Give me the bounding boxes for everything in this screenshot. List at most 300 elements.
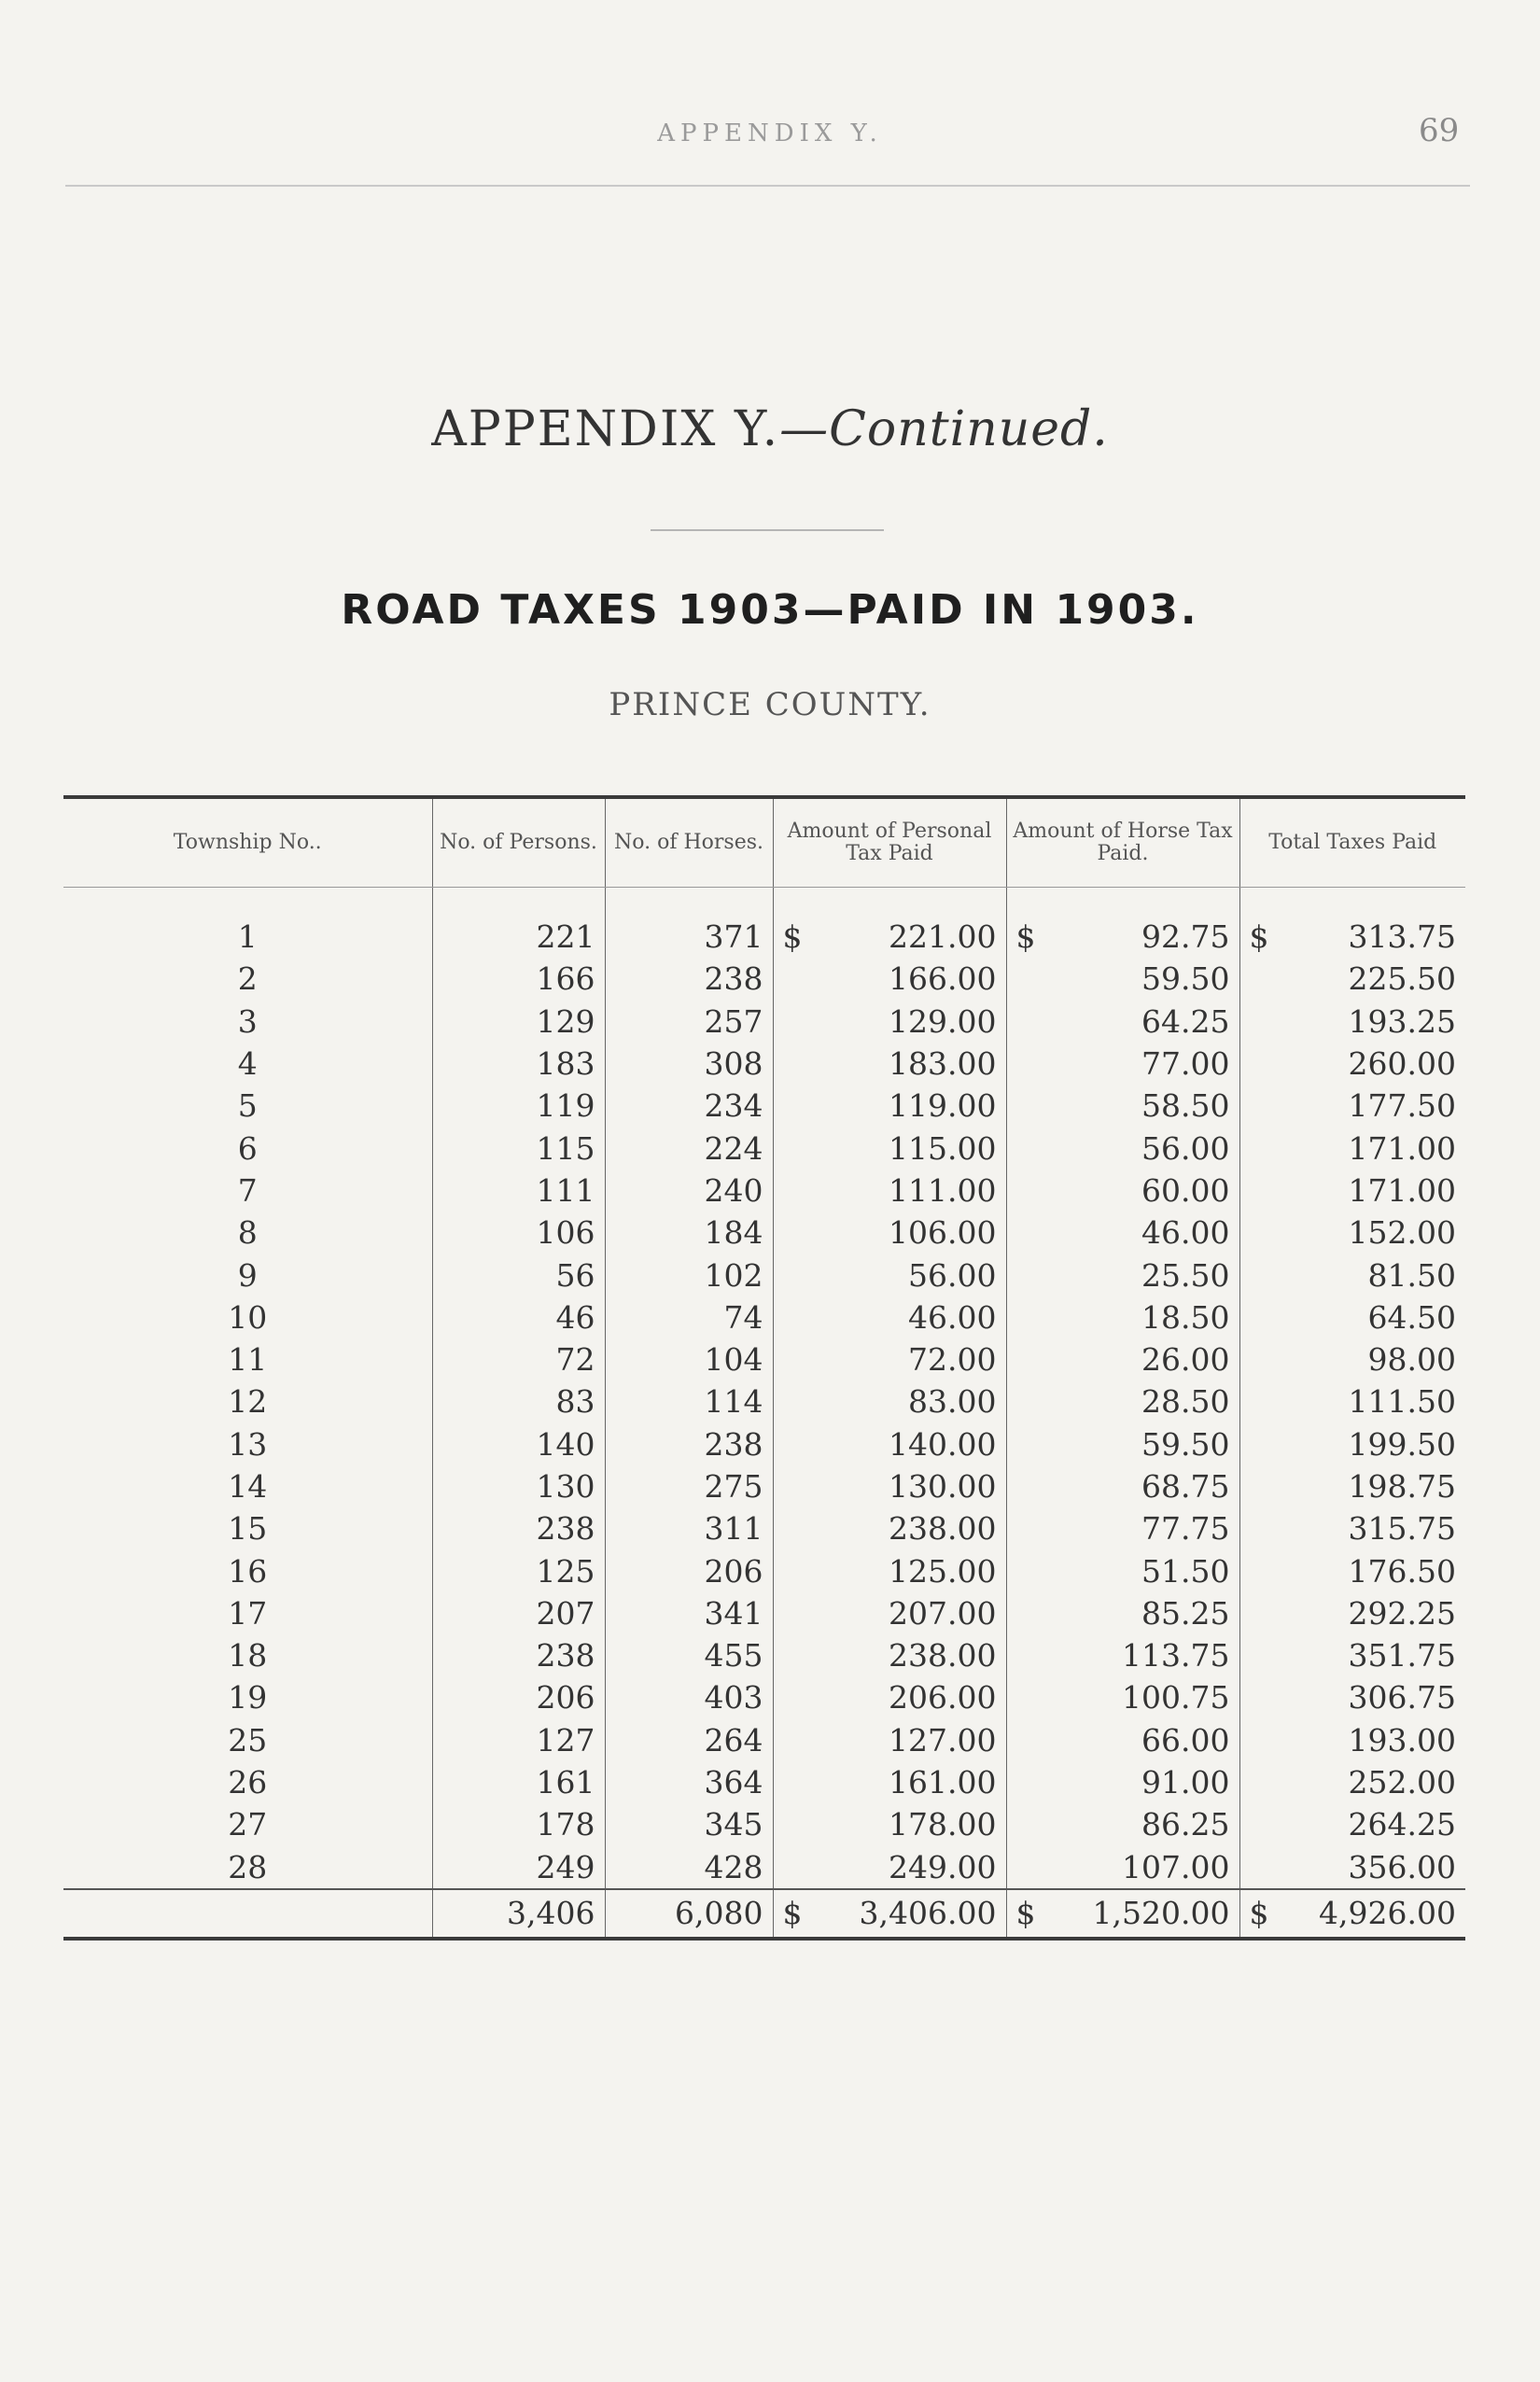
cell-value: 184 [704,1214,763,1252]
cell-value: 207 [536,1594,595,1632]
cell-township [63,1803,432,1845]
cell-value: 171.00 [1348,1171,1456,1209]
cell-personal-tax [773,1043,1006,1085]
cell-personal-tax [773,1803,1006,1845]
cell-value: 111.50 [1348,1383,1456,1421]
cell-persons [432,1719,605,1761]
cell-persons [432,1043,605,1085]
cell-value: 64.50 [1367,1298,1456,1336]
cell-value: 86.25 [1141,1806,1230,1843]
cell-township [63,1592,432,1634]
cell-total [1239,1507,1465,1549]
cell-value: 221 [536,918,595,956]
cell-persons [432,1761,605,1803]
currency-symbol: $ [1015,918,1036,956]
column-header-personal-tax: Amount of Personal Tax Paid [773,799,1006,888]
cell-value: 193.25 [1348,1002,1456,1040]
cell-value: 193.00 [1348,1721,1456,1758]
cell-total [1239,1719,1465,1761]
totals-row [63,1889,1465,1937]
cell-value: 92.75 [1141,918,1230,956]
cell-value: 129.00 [889,1002,997,1040]
cell-horses [605,1254,773,1296]
cell-personal-tax [773,1549,1006,1591]
cell-value: 140 [536,1425,595,1463]
cell-value: 11 [228,1341,268,1379]
cell-value: 292.25 [1348,1594,1456,1632]
cell-value: 113.75 [1122,1637,1230,1674]
cell-value: 25 [228,1721,268,1758]
cell-value: 183 [536,1045,595,1083]
cell-personal-tax [773,1212,1006,1254]
cell-horses [605,1170,773,1212]
cell-horses [605,1043,773,1085]
cell-horse-tax [1006,1465,1239,1507]
cell-value: 25.50 [1141,1256,1230,1294]
table-row [63,1254,1465,1296]
cell-horses [605,1212,773,1254]
cell-persons [432,958,605,1000]
cell-value: 130 [536,1468,595,1505]
cell-value: 72.00 [908,1341,997,1379]
cell-township [63,1212,432,1254]
table-row [63,1043,1465,1085]
cell-value: 238.00 [889,1510,997,1548]
cell-value: 98.00 [1367,1341,1456,1379]
table-row [63,1803,1465,1845]
cell-persons [432,1549,605,1591]
cell-total [1239,1761,1465,1803]
cell-value: 26 [228,1764,268,1801]
cell-value: 311 [704,1510,763,1548]
cell-value: 77.00 [1141,1045,1230,1083]
cell-value: 455 [704,1637,763,1674]
cell-value: 27 [228,1806,268,1843]
cell-value: 115 [536,1129,595,1167]
table-row [63,1592,1465,1634]
cell-personal-tax [773,1085,1006,1127]
title-rule [651,529,884,531]
cell-value: 238 [704,1425,763,1463]
cell-value: 207.00 [889,1594,997,1632]
cell-personal-tax [773,958,1006,1000]
cell-value: 178 [536,1806,595,1843]
cell-personal-tax [773,1634,1006,1676]
cell-value: 64.25 [1141,1002,1230,1040]
cell-value: 14 [228,1468,268,1505]
cell-persons [432,1338,605,1380]
cell-value: 56 [555,1256,595,1294]
cell-value: 125 [536,1552,595,1590]
cell-value: 313.75 [1348,918,1456,956]
page-number: 69 [1419,112,1460,149]
cell-value: 111.00 [889,1171,997,1209]
cell-value: 206 [704,1552,763,1590]
road-taxes-table [63,799,1465,1937]
total-horse-tax: 1,520.00 [1092,1895,1230,1932]
cell-township [63,1170,432,1212]
grand-total: 4,926.00 [1319,1895,1456,1932]
cell-value: 351.75 [1348,1637,1456,1674]
cell-value: 403 [704,1679,763,1716]
cell-township [63,1634,432,1676]
table-row [63,1296,1465,1338]
cell-value: 125.00 [889,1552,997,1590]
cell-value: 240 [704,1171,763,1209]
cell-township [63,1043,432,1085]
cell-personal-tax [773,1296,1006,1338]
column-header-horses: No. of Horses. [605,799,773,888]
cell-township [63,1001,432,1043]
grand-total-cell [1239,1889,1465,1937]
table-row [63,1127,1465,1169]
county-heading: PRINCE COUNTY. [609,686,931,723]
cell-value: 119.00 [889,1087,997,1125]
title-main: APPENDIX Y. [431,401,780,457]
cell-value: 249 [536,1848,595,1885]
cell-horses [605,1423,773,1465]
cell-value: 114 [704,1383,763,1421]
cell-personal-tax [773,1507,1006,1549]
cell-value: 238 [704,960,763,998]
cell-persons [432,1507,605,1549]
cell-total [1239,1254,1465,1296]
cell-value: 15 [228,1510,268,1548]
cell-horse-tax [1006,1803,1239,1845]
cell-value: 428 [704,1848,763,1885]
cell-horse-tax [1006,888,1239,959]
cell-value: 206.00 [889,1679,997,1716]
table-row [63,1212,1465,1254]
cell-horse-tax [1006,1549,1239,1591]
cell-value: 130.00 [889,1468,997,1505]
table-row [63,1338,1465,1380]
cell-value: 225.50 [1348,960,1456,998]
cell-value: 129 [536,1002,595,1040]
cell-total [1239,1085,1465,1127]
running-head: APPENDIX Y. [657,119,883,147]
cell-township [63,1296,432,1338]
cell-township [63,1507,432,1549]
table-row [63,958,1465,1000]
cell-value: 106 [536,1214,595,1252]
cell-persons [432,1170,605,1212]
cell-total [1239,1380,1465,1422]
cell-persons [432,1846,605,1889]
total-horses: 6,080 [605,1889,773,1937]
column-header-total: Total Taxes Paid [1239,799,1465,888]
cell-value: 51.50 [1141,1552,1230,1590]
total-horse-tax-cell [1006,1889,1239,1937]
cell-horse-tax [1006,1212,1239,1254]
cell-value: 224 [704,1129,763,1167]
table-row [63,1719,1465,1761]
cell-value: 59.50 [1141,1425,1230,1463]
cell-total [1239,1803,1465,1845]
cell-value: 18.50 [1141,1298,1230,1336]
cell-value: 115.00 [889,1129,997,1167]
column-header-horse-tax: Amount of Horse Tax Paid. [1006,799,1239,888]
cell-township [63,1549,432,1591]
cell-personal-tax [773,1001,1006,1043]
cell-value: 238.00 [889,1637,997,1674]
cell-township [63,1465,432,1507]
cell-value: 238 [536,1637,595,1674]
cell-total [1239,1212,1465,1254]
cell-value: 371 [704,918,763,956]
cell-value: 356.00 [1348,1848,1456,1885]
cell-value: 26.00 [1141,1341,1230,1379]
cell-personal-tax [773,1676,1006,1718]
title-continued: —Continued. [779,401,1109,457]
cell-value: 183.00 [889,1045,997,1083]
cell-horse-tax [1006,958,1239,1000]
cell-township [63,1846,432,1889]
cell-personal-tax [773,1423,1006,1465]
cell-total [1239,1296,1465,1338]
cell-township [63,1761,432,1803]
cell-persons [432,1592,605,1634]
cell-total [1239,1338,1465,1380]
cell-horse-tax [1006,1085,1239,1127]
cell-horse-tax [1006,1634,1239,1676]
cell-horses [605,1846,773,1889]
cell-value: 102 [704,1256,763,1294]
cell-horse-tax [1006,1127,1239,1169]
cell-persons [432,1676,605,1718]
cell-value: 161.00 [889,1764,997,1801]
cell-value: 10 [228,1298,268,1336]
cell-value: 107.00 [1122,1848,1230,1885]
currency-symbol: $ [782,1895,803,1932]
cell-value: 7 [237,1171,258,1209]
cell-personal-tax [773,1380,1006,1422]
table-row [63,1465,1465,1507]
currency-symbol: $ [782,918,803,956]
cell-total [1239,1043,1465,1085]
cell-value: 59.50 [1141,960,1230,998]
cell-value: 140.00 [889,1425,997,1463]
cell-township [63,958,432,1000]
cell-value: 83.00 [908,1383,997,1421]
cell-value: 161 [536,1764,595,1801]
cell-value: 364 [704,1764,763,1801]
cell-personal-tax [773,1254,1006,1296]
cell-value: 58.50 [1141,1087,1230,1125]
cell-total [1239,1001,1465,1043]
cell-value: 106.00 [889,1214,997,1252]
cell-personal-tax [773,1846,1006,1889]
cell-persons [432,1380,605,1422]
cell-value: 72 [555,1341,595,1379]
cell-personal-tax [773,1338,1006,1380]
header-rule [65,185,1470,187]
cell-value: 46.00 [1141,1214,1230,1252]
table-row [63,1380,1465,1422]
cell-total [1239,1465,1465,1507]
cell-horse-tax [1006,1001,1239,1043]
cell-township [63,1380,432,1422]
cell-value: 68.75 [1141,1468,1230,1505]
cell-personal-tax [773,1592,1006,1634]
cell-horses [605,1549,773,1591]
cell-value: 46.00 [908,1298,997,1336]
cell-value: 221.00 [889,918,997,956]
cell-personal-tax [773,1170,1006,1212]
cell-horse-tax [1006,1592,1239,1634]
table-row [63,1001,1465,1043]
cell-horses [605,1085,773,1127]
cell-total [1239,1170,1465,1212]
cell-value: 74 [723,1298,763,1336]
cell-value: 306.75 [1348,1679,1456,1716]
cell-persons [432,1803,605,1845]
cell-value: 17 [228,1594,268,1632]
cell-value: 4 [237,1045,258,1083]
total-personal-tax: 3,406.00 [859,1895,997,1932]
cell-total [1239,1676,1465,1718]
cell-horse-tax [1006,1676,1239,1718]
cell-total [1239,1592,1465,1634]
cell-horse-tax [1006,1846,1239,1889]
cell-value: 9 [237,1256,258,1294]
cell-township [63,1338,432,1380]
totals-label-cell [63,1889,432,1937]
cell-persons [432,1212,605,1254]
total-personal-tax-cell [773,1889,1006,1937]
cell-value: 249.00 [889,1848,997,1885]
cell-township [63,888,432,959]
cell-horses [605,1296,773,1338]
cell-value: 345 [704,1806,763,1843]
cell-personal-tax [773,1465,1006,1507]
table-header-row [63,799,1465,888]
cell-value: 127.00 [889,1721,997,1758]
cell-value: 152.00 [1348,1214,1456,1252]
cell-value: 260.00 [1348,1045,1456,1083]
cell-horse-tax [1006,1761,1239,1803]
cell-value: 16 [228,1552,268,1590]
cell-total [1239,958,1465,1000]
cell-persons [432,1634,605,1676]
cell-horses [605,1507,773,1549]
cell-value: 308 [704,1045,763,1083]
cell-persons [432,1254,605,1296]
cell-personal-tax [773,1761,1006,1803]
cell-value: 91.00 [1141,1764,1230,1801]
cell-value: 83 [555,1383,595,1421]
cell-total [1239,1634,1465,1676]
cell-township [63,1423,432,1465]
cell-horses [605,958,773,1000]
cell-township [63,1085,432,1127]
table-row [63,1761,1465,1803]
cell-value: 206 [536,1679,595,1716]
cell-personal-tax [773,888,1006,959]
table-row [63,1085,1465,1127]
cell-personal-tax [773,1127,1006,1169]
cell-value: 341 [704,1594,763,1632]
cell-value: 275 [704,1468,763,1505]
cell-value: 2 [237,960,258,998]
cell-value: 46 [555,1298,595,1336]
table-heading: ROAD TAXES 1903—PAID IN 1903. [341,586,1199,634]
cell-total [1239,1846,1465,1889]
cell-total [1239,888,1465,959]
cell-value: 3 [237,1002,258,1040]
cell-value: 60.00 [1141,1171,1230,1209]
cell-value: 6 [237,1129,258,1167]
road-taxes-table-container [63,795,1465,1941]
cell-township [63,1127,432,1169]
currency-symbol: $ [1015,1895,1036,1932]
cell-horses [605,1803,773,1845]
cell-value: 198.75 [1348,1468,1456,1505]
cell-persons [432,1001,605,1043]
cell-value: 199.50 [1348,1425,1456,1463]
cell-total [1239,1423,1465,1465]
cell-persons [432,1465,605,1507]
cell-value: 66.00 [1141,1721,1230,1758]
cell-horses [605,1592,773,1634]
cell-value: 178.00 [889,1806,997,1843]
cell-horse-tax [1006,1423,1239,1465]
cell-value: 81.50 [1367,1256,1456,1294]
cell-value: 252.00 [1348,1764,1456,1801]
cell-persons [432,1296,605,1338]
cell-value: 176.50 [1348,1552,1456,1590]
cell-persons [432,1423,605,1465]
cell-value: 77.75 [1141,1510,1230,1548]
cell-value: 28.50 [1141,1383,1230,1421]
cell-horses [605,1761,773,1803]
cell-horse-tax [1006,1254,1239,1296]
table-row [63,888,1465,959]
cell-value: 177.50 [1348,1087,1456,1125]
cell-horse-tax [1006,1296,1239,1338]
cell-value: 1 [237,918,258,956]
cell-horses [605,1380,773,1422]
table-bottom-rule [63,1937,1465,1941]
cell-total [1239,1549,1465,1591]
currency-symbol: $ [1249,918,1269,956]
cell-value: 264.25 [1348,1806,1456,1843]
cell-value: 119 [536,1087,595,1125]
table-row [63,1423,1465,1465]
table-row [63,1846,1465,1889]
cell-value: 85.25 [1141,1594,1230,1632]
total-persons: 3,406 [432,1889,605,1937]
cell-persons [432,888,605,959]
cell-horse-tax [1006,1338,1239,1380]
cell-value: 18 [228,1637,268,1674]
cell-persons [432,1127,605,1169]
cell-value: 264 [704,1721,763,1758]
column-header-persons: No. of Persons. [432,799,605,888]
cell-total [1239,1127,1465,1169]
cell-value: 238 [536,1510,595,1548]
cell-value: 28 [228,1848,268,1885]
cell-value: 257 [704,1002,763,1040]
currency-symbol: $ [1249,1895,1269,1932]
cell-value: 56.00 [1141,1129,1230,1167]
cell-value: 13 [228,1425,268,1463]
cell-value: 19 [228,1679,268,1716]
cell-value: 104 [704,1341,763,1379]
cell-value: 111 [536,1171,595,1209]
cell-horses [605,1001,773,1043]
cell-value: 56.00 [908,1256,997,1294]
